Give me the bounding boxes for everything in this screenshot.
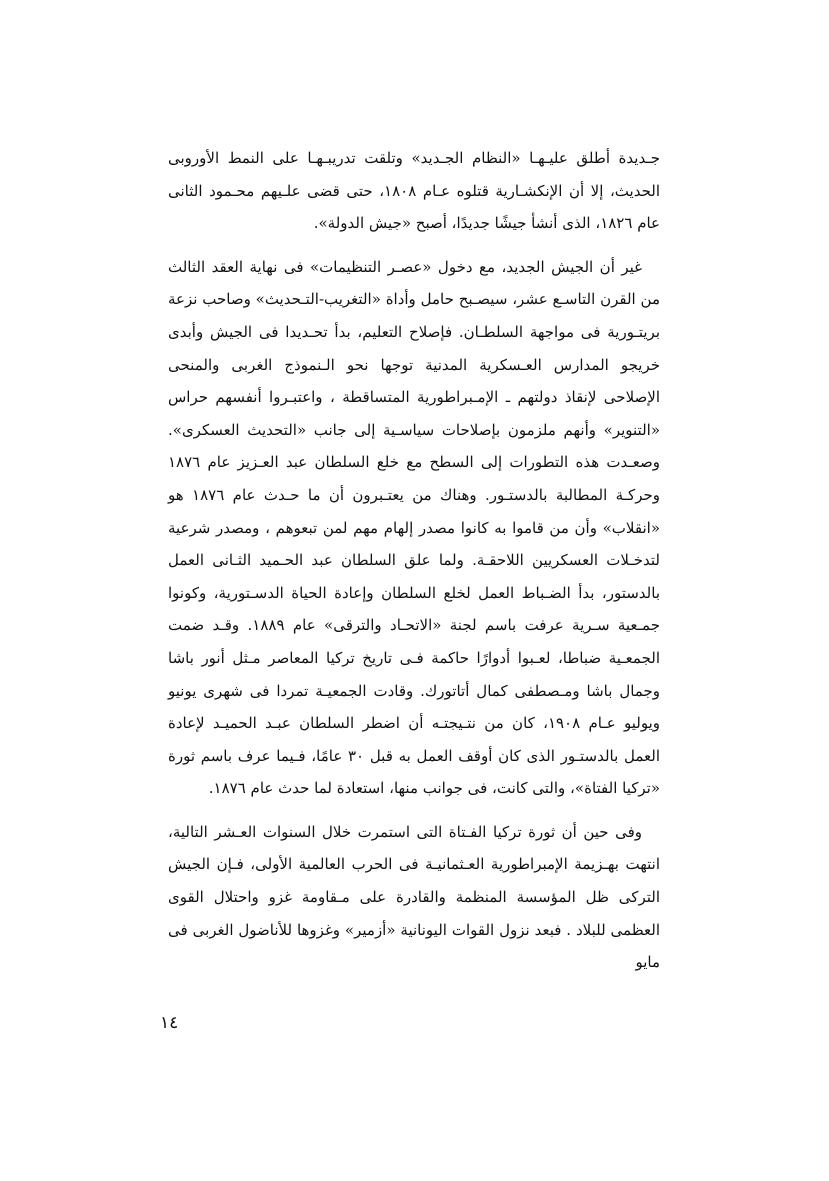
paragraph-3: وفى حين أن ثورة تركيا الفـتاة التى استمرت خلال السنوات العـشر التالية، انتهت بهـزيمة الإمبراطورية العـثمانيـة فى الحرب العالمية الأولى، فـإن الجيش التركى ظل المؤسسة المنظمة والقادرة على مـقاومة غزو واحتلال القوى العظمى للبلاد . فبعد نزول القوات اليونانية «أزمير» وغزوها للأناضول الغربى فى مايو: [168, 822, 660, 972]
paragraph-1: جـديدة أطلق عليـهـا «النظام الجـديد» وتلقت تدريبـهـا على النمط الأوروبى الحديث، إلا أن الإنكشـارية قتلوه عـام ١٨٠٨، حتى قضى علـيهم محـمود الثانى عام ١٨٢٦، الذى أنشأ جيشًا جديدًا، أصبح «جيش الدولة».: [168, 149, 660, 233]
paragraph-2: غير أن الجيش الجديد، مع دخول «عصـر التنظيمات» فى نهاية العقد الثالث من القرن التاسـع عشر، سيصـبح حامل وأداة «التغريب-التـحديث» وصاحب نزعة بريتـورية فى مواجهة السلطـان. فإصلاح التعليم، بدأ تحـديدا فى الجيش وأبدى خريجو المدارس العـسكرية المدنية توجها نحو الـنموذج الغربى والمنحى الإصلاحى لإنقاذ دولتهم ـ الإمـبراطورية المتساقطة ، واعتبـروا أنفسهم حراس «التنوير» وأنهم ملزمون بإصلاحات سياسـية إلى جانب «التحديث العسكرى». وصعـدت هذه التطورات إلى السطح مع خلع السلطان عبد العـزيز عام ١٨٧٦ وحركـة المطالبة بالدستـور. وهناك من يعتـبرون أن ما حـدث عام ١٨٧٦ هو «انقلاب» وأن من قاموا به كانوا مصدر إلهام مهم لمن تبعوهم ، ومصدر شرعية لتدخـلات العسكريين اللاحقـة. ولما علق السلطان عبد الحـميد الثـانى العمل بالدستور، بدأ الضـباط العمل لخلع السلطان وإعادة الحياة الدسـتورية، وكونوا جمـعية سـرية عرفت باسم لجنة «الاتحـاد والترقى» عام ١٨٨٩. وقـد ضمت الجمعـية ضباطا، لعـبوا أدوارًا حاكمة فـى تاريخ تركيا المعاصر مـثل أنور باشا وجمال باشا ومـصطفى كمال أتاتورك. وقادت الجمعيـة تمردا فى شهرى يونيو ويوليو عـام ١٩٠٨، كان من نتـيجتـه أن اضطر السلطان عبـد الحميـد لإعادة العمل بالدستـور الذى كان أوقف العمل به قبل ٣٠ عامًا، فـيما عرف باسم ثورة «تركيا الفتاة»، والتى كانت، فى جوانب منها، استعادة لما حدث عام ١٨٧٦.: [168, 257, 660, 798]
page-number: ١٤: [160, 1013, 179, 1033]
document-page: [168, 142, 660, 979]
